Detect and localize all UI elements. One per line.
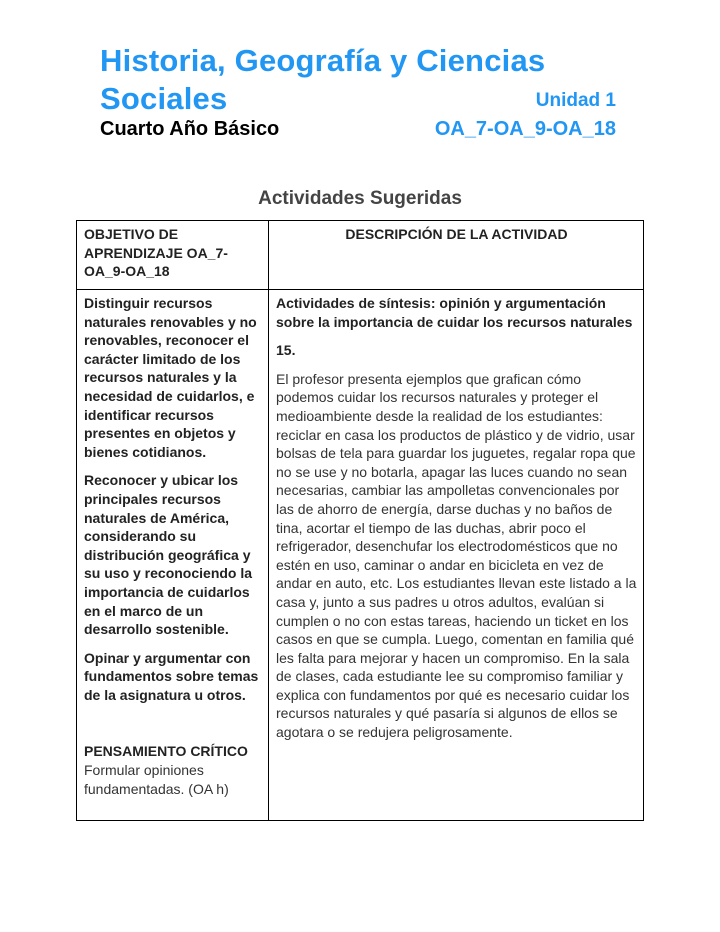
unit-label: Unidad 1	[535, 90, 616, 111]
activity-cell	[269, 290, 644, 821]
description-header: DESCRIPCIÓN DE LA ACTIVIDAD	[269, 221, 644, 290]
table-header-row	[77, 221, 644, 290]
grade-label: Cuarto Año Básico	[100, 118, 280, 140]
objectives-cell	[77, 290, 269, 821]
title-line-2: Sociales	[100, 81, 228, 116]
title-line-1: Historia, Geografía y Ciencias	[100, 43, 546, 78]
activity-number: 15.	[276, 342, 296, 359]
critical-thinking-title: PENSAMIENTO CRÍTICO	[84, 743, 248, 760]
section-heading: Actividades Sugeridas	[258, 188, 462, 209]
activity-description: El profesor presenta ejemplos que grafican cómo podemos cuidar los recursos naturales y proteger el medioambiente desde la realidad de los estudiantes: reciclar en casa los productos de plástico y de vidrio, usar bolsas de tela para guardar los juguetes, regalar ropa que no se use y no botarla, apagar las luces cuando no sean necesarias, cambiar las ampolletas convencionales por las de ahorro de energía, darse duchas y no baños de tina, acortar el tiempo de las duchas, abrir poco el refrigerador, desenchufar los electrodomésticos que no estén en uso, caminar o andar en bicicleta en vez de andar en auto, etc. Los estudiantes llevan este listado a la casa y, junto a sus padres u otros adultos, evalúan si cumplen o no con estas tareas, haciendo un ticket en los casos en que se cumpla. Luego, comentan en familia qué les falta para mejorar y hacen un compromiso. En la sala de clases, cada estudiante lee su compromiso familiar y explica con fundamentos por qué es necesario cuidar los recursos naturales y qué pasaría si algunos de ellos se agotara o se redujera peligrosamente.	[276, 370, 637, 741]
table-row	[77, 290, 644, 821]
objective-3: Opinar y argumentar con fundamentos sobre temas de la asignatura u otros.	[84, 649, 259, 703]
critical-thinking-text: Formular opiniones fundamentadas. (OA h)	[84, 762, 229, 797]
objective-codes: OA_7-OA_9-OA_18	[434, 118, 616, 140]
objective-header: OBJETIVO DE APRENDIZAJE OA_7-OA_9-OA_18	[77, 221, 269, 290]
objective-2: Reconocer y ubicar los principales recursos naturales de América, considerando su distribución geográfica y su uso y reconociendo la importancia de cuidarlos en el marco de un desarrollo sostenible.	[84, 472, 253, 638]
activity-title: Actividades de síntesis: opinión y argumentación sobre la importancia de cuidar los recursos naturales	[276, 295, 633, 330]
activities-table	[76, 220, 644, 821]
objective-1: Distinguir recursos naturales renovables y no renovables, reconocer el carácter limitado de los recursos naturales y la necesidad de cuidarlos, e identificar recursos presentes en objetos y bienes cotidianos.	[84, 295, 257, 460]
